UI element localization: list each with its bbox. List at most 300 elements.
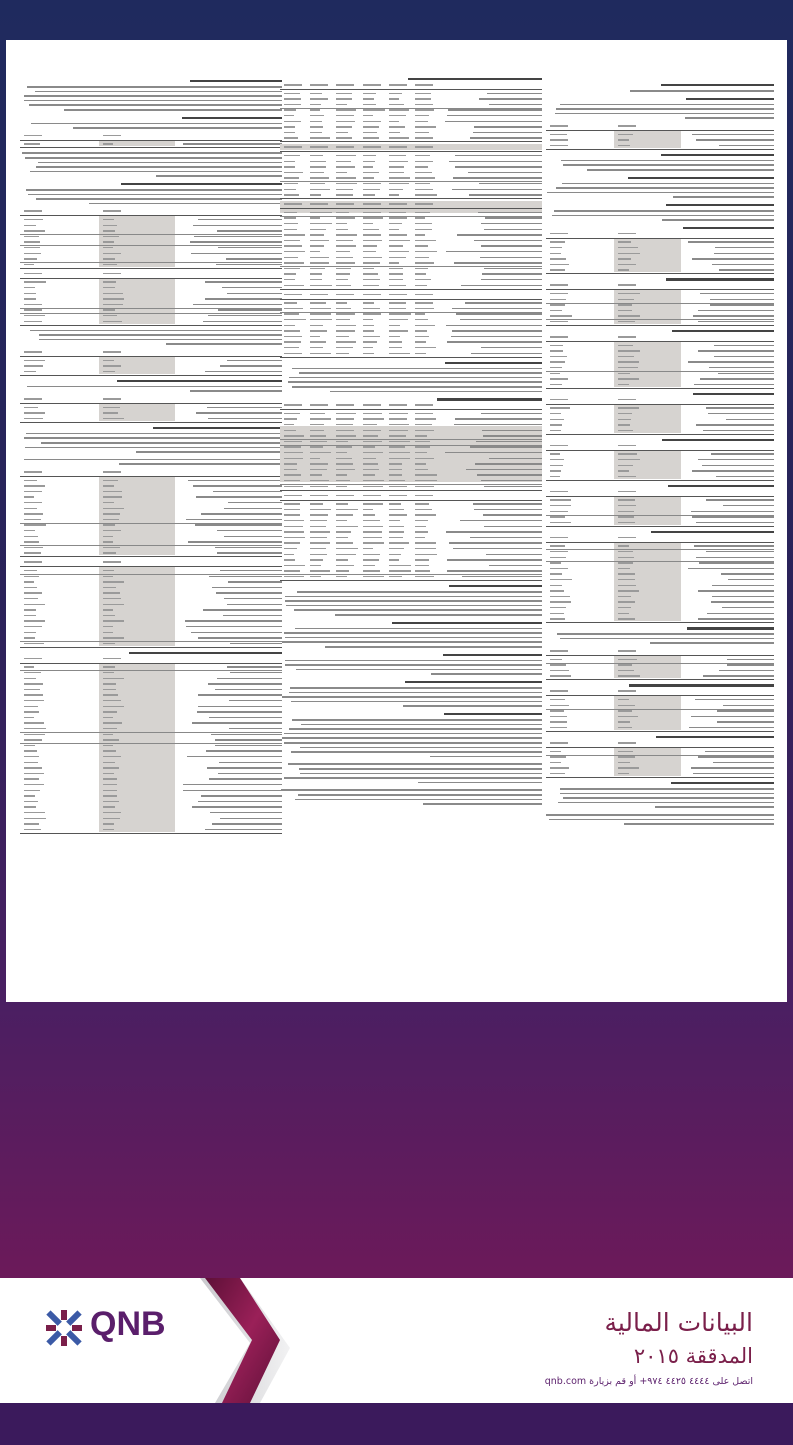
- table-cell: [618, 607, 631, 609]
- table-cell: [24, 587, 37, 589]
- table-cell: [336, 93, 352, 95]
- table-cell: [310, 273, 322, 275]
- table-subtotal-rule: [20, 641, 282, 642]
- table-row-label: [711, 601, 774, 603]
- table-row-label: [479, 98, 542, 100]
- table-cell: [103, 784, 117, 786]
- table-cell: [103, 829, 115, 831]
- table-cell: [415, 452, 427, 454]
- table-cell: [550, 419, 564, 421]
- table-cell: [389, 183, 409, 185]
- table-cell: [618, 407, 638, 409]
- table-cell: [389, 285, 407, 287]
- table-header-cell: [363, 203, 381, 205]
- table-cell: [389, 452, 411, 454]
- table-subtotal-rule: [546, 709, 774, 710]
- table-header-cell: [550, 742, 568, 744]
- table-header-cell: [103, 658, 121, 660]
- table-header-cell: [618, 284, 636, 286]
- table-cell: [363, 240, 382, 242]
- table-cell: [415, 446, 430, 448]
- table-cell: [550, 522, 571, 524]
- table-row-label: [689, 727, 774, 729]
- table-cell: [550, 361, 565, 363]
- table-cell: [363, 424, 377, 426]
- text-line: [41, 442, 282, 444]
- table-cell: [284, 137, 298, 139]
- table-cell: [103, 298, 124, 300]
- table-cell: [363, 463, 379, 465]
- table-cell: [336, 279, 347, 281]
- table-cell: [336, 155, 355, 157]
- table-cell: [389, 132, 400, 134]
- table-row-label: [706, 499, 774, 501]
- table-cell: [103, 643, 115, 645]
- table-cell: [415, 554, 437, 556]
- table-header-cell: [415, 84, 433, 86]
- section-heading-line: [687, 627, 774, 629]
- table-header-cell: [550, 336, 568, 338]
- table-cell: [103, 818, 121, 820]
- text-line: [430, 756, 542, 758]
- table-subtotal-rule: [280, 574, 542, 575]
- table-header-cell: [24, 351, 42, 353]
- table-row-label: [193, 304, 282, 306]
- table-cell: [284, 441, 302, 443]
- table-cell: [310, 161, 326, 163]
- table-cell: [310, 137, 330, 139]
- table-cell: [618, 413, 631, 415]
- table-cell: [618, 773, 629, 775]
- table-cell: [363, 531, 382, 533]
- table-row-label: [452, 189, 542, 191]
- table-cell: [336, 262, 354, 264]
- text-line: [560, 793, 774, 795]
- table-cell: [389, 474, 402, 476]
- table-cell: [336, 418, 354, 420]
- table-cell: [336, 245, 356, 247]
- table-cell: [24, 407, 38, 409]
- table-cell: [550, 315, 572, 317]
- table-row-label: [186, 626, 282, 628]
- table-cell: [103, 253, 121, 255]
- table-row-label: [717, 721, 774, 723]
- table-cell: [550, 269, 565, 271]
- table-cell: [415, 166, 428, 168]
- table-cell: [389, 531, 405, 533]
- table-cell: [618, 751, 633, 753]
- table-rule: [280, 208, 542, 209]
- table-cell: [618, 356, 633, 358]
- table-cell: [415, 486, 434, 488]
- table-cell: [24, 750, 37, 752]
- table-cell: [618, 716, 637, 718]
- table-cell: [103, 694, 118, 696]
- table-cell: [24, 694, 43, 696]
- table-cell: [336, 548, 358, 550]
- table-cell: [363, 548, 373, 550]
- table-cell: [363, 166, 374, 168]
- table-row-label: [220, 570, 282, 572]
- column-middle: [280, 40, 542, 1002]
- table-cell: [284, 251, 305, 253]
- table-cell: [103, 365, 121, 367]
- table-row-label: [715, 247, 774, 249]
- table-row-label: [483, 435, 542, 437]
- table-cell: [618, 258, 631, 260]
- table-row-label: [469, 194, 542, 196]
- table-row-label: [183, 790, 282, 792]
- table-row-label: [692, 516, 774, 518]
- table-cell: [415, 115, 429, 117]
- table-cell: [550, 721, 567, 723]
- text-line: [289, 692, 542, 694]
- text-line: [556, 108, 774, 110]
- table-cell: [336, 353, 349, 355]
- table-subtotal-rule: [280, 445, 542, 446]
- table-cell: [24, 790, 40, 792]
- table-header-cell: [550, 445, 568, 447]
- table-row-label: [445, 452, 542, 454]
- table-row-label: [461, 285, 542, 287]
- table-row-label: [220, 365, 282, 367]
- text-line: [24, 437, 282, 439]
- table-cell: [103, 812, 121, 814]
- table-cell: [103, 581, 125, 583]
- table-header-cell: [24, 135, 42, 137]
- table-row-label: [718, 373, 774, 375]
- table-row-label: [209, 778, 282, 780]
- table-cell: [363, 109, 385, 111]
- table-cell: [310, 245, 324, 247]
- table-cell: [336, 341, 355, 343]
- table-cell: [415, 126, 436, 128]
- table-row-label: [462, 576, 542, 578]
- table-rule: [280, 89, 542, 90]
- text-line: [31, 123, 282, 125]
- table-cell: [618, 134, 633, 136]
- table-cell: [24, 637, 35, 639]
- table-row-label: [217, 552, 282, 554]
- table-cell: [24, 592, 42, 594]
- table-cell: [363, 469, 380, 471]
- table-header-cell: [618, 537, 636, 539]
- table-cell: [336, 268, 351, 270]
- table-cell: [310, 98, 328, 100]
- contact-line[interactable]: اتصل على ٤٤٤٤ ٤٤٢٥ ٩٧٤+ أو قم بزيارة qnb.com: [544, 1376, 753, 1387]
- table-cell: [310, 565, 321, 567]
- table-cell: [103, 592, 120, 594]
- table-subtotal-rule: [546, 371, 774, 372]
- table-cell: [618, 315, 639, 317]
- table-row-label: [688, 241, 774, 243]
- table-cell: [618, 551, 633, 553]
- text-line: [557, 633, 774, 635]
- table-header-cell: [24, 471, 42, 473]
- table-row-label: [446, 251, 542, 253]
- table-header-cell: [389, 495, 407, 497]
- table-subtotal-rule: [20, 262, 282, 263]
- table-cell: [310, 132, 322, 134]
- table-cell: [284, 336, 302, 338]
- table-cell: [618, 762, 630, 764]
- table-row-label: [218, 247, 282, 249]
- table-cell: [103, 524, 115, 526]
- table-row-label: [186, 519, 282, 521]
- table-total-rule: [20, 147, 282, 148]
- table-cell: [550, 321, 568, 323]
- table-cell: [363, 520, 380, 522]
- table-total-rule: [546, 388, 774, 389]
- table-row-label: [709, 367, 774, 369]
- table-cell: [389, 229, 399, 231]
- table-cell: [103, 700, 121, 702]
- table-cell: [310, 268, 325, 270]
- report-footer: [0, 1278, 793, 1403]
- table-row-label: [484, 229, 542, 231]
- table-shaded-column: [614, 239, 680, 273]
- table-cell: [415, 424, 432, 426]
- table-cell: [363, 229, 379, 231]
- text-line: [558, 802, 774, 804]
- table-row-label: [208, 418, 282, 420]
- table-cell: [618, 419, 631, 421]
- section-heading-line: [182, 117, 282, 119]
- table-cell: [618, 590, 639, 592]
- table-cell: [336, 542, 353, 544]
- text-line: [285, 637, 542, 639]
- table-cell: [284, 93, 300, 95]
- table-header-cell: [310, 495, 328, 497]
- table-cell: [618, 247, 637, 249]
- table-cell: [618, 293, 639, 295]
- table-row-label: [726, 419, 774, 421]
- table-subtotal-rule: [546, 561, 774, 562]
- table-cell: [618, 476, 635, 478]
- table-cell: [103, 258, 115, 260]
- text-line: [24, 459, 282, 461]
- table-cell: [24, 598, 38, 600]
- table-row-label: [227, 666, 282, 668]
- table-cell: [618, 145, 630, 147]
- table-row-label: [196, 496, 282, 498]
- table-cell: [310, 347, 323, 349]
- table-cell: [389, 514, 407, 516]
- table-subtotal-rule: [20, 308, 282, 309]
- table-cell: [336, 347, 353, 349]
- table-cell: [310, 257, 328, 259]
- table-cell: [336, 463, 353, 465]
- table-header-cell: [284, 146, 302, 148]
- table-cell: [550, 459, 564, 461]
- table-cell: [336, 212, 349, 214]
- table-row-label: [479, 183, 542, 185]
- table-cell: [310, 458, 320, 460]
- text-line: [89, 203, 282, 205]
- table-cell: [310, 115, 324, 117]
- table-cell: [24, 812, 45, 814]
- table-cell: [103, 293, 123, 295]
- table-cell: [103, 547, 120, 549]
- table-row-label: [485, 217, 542, 219]
- table-cell: [389, 435, 406, 437]
- text-line: [549, 819, 774, 821]
- table-row-label: [215, 689, 282, 691]
- table-cell: [284, 458, 303, 460]
- table-cell: [336, 424, 353, 426]
- table-cell: [389, 565, 411, 567]
- text-line: [299, 768, 542, 770]
- table-row-label: [449, 542, 542, 544]
- table-cell: [284, 330, 300, 332]
- text-line: [156, 175, 282, 177]
- table-cell: [284, 234, 305, 236]
- table-cell: [389, 313, 411, 315]
- table-total-rule: [546, 526, 774, 527]
- table-cell: [103, 632, 114, 634]
- table-row-label: [696, 424, 774, 426]
- text-line: [22, 152, 282, 154]
- table-cell: [415, 520, 428, 522]
- table-row-label: [698, 459, 774, 461]
- table-cell: [103, 519, 120, 521]
- table-row-label: [698, 321, 774, 323]
- column-left: [20, 40, 282, 1002]
- table-cell: [550, 384, 562, 386]
- table-subtotal-rule: [546, 663, 774, 664]
- table-cell: [550, 247, 562, 249]
- text-line: [294, 609, 542, 611]
- table-row-label: [471, 353, 542, 355]
- table-cell: [363, 302, 374, 304]
- table-cell: [415, 273, 426, 275]
- table-cell: [284, 570, 300, 572]
- table-cell: [550, 590, 564, 592]
- text-line: [561, 160, 774, 162]
- table-cell: [24, 241, 40, 243]
- table-cell: [363, 430, 382, 432]
- section-heading-line: [190, 80, 282, 82]
- table-cell: [618, 269, 629, 271]
- table-cell: [550, 258, 566, 260]
- table-cell: [284, 319, 306, 321]
- table-header-cell: [336, 495, 354, 497]
- table-cell: [550, 596, 570, 598]
- text-line: [423, 803, 542, 805]
- table-row-label: [696, 139, 774, 141]
- table-cell: [415, 104, 433, 106]
- table-cell: [284, 109, 296, 111]
- table-cell: [415, 98, 431, 100]
- table-cell: [415, 183, 430, 185]
- table-row-label: [197, 711, 282, 713]
- table-cell: [550, 664, 566, 666]
- text-line: [282, 737, 542, 739]
- table-cell: [618, 579, 634, 581]
- text-line: [556, 187, 774, 189]
- table-header-cell: [103, 561, 121, 563]
- table-row-label: [192, 722, 282, 724]
- table-cell: [336, 189, 353, 191]
- table-cell: [310, 576, 320, 578]
- table-cell: [363, 155, 376, 157]
- table-cell: [389, 189, 403, 191]
- section-heading-line: [408, 78, 542, 80]
- table-subtotal-rule: [280, 181, 542, 182]
- table-cell: [618, 459, 639, 461]
- table-cell: [24, 581, 34, 583]
- table-cell: [24, 778, 39, 780]
- table-total-rule: [546, 679, 774, 680]
- table-row-label: [216, 592, 282, 594]
- table-cell: [310, 217, 320, 219]
- table-cell: [284, 565, 305, 567]
- text-line: [546, 814, 774, 816]
- text-line: [560, 788, 774, 790]
- table-shaded-column: [99, 279, 176, 324]
- table-cell: [415, 537, 425, 539]
- table-cell: [415, 155, 430, 157]
- table-cell: [336, 452, 346, 454]
- table-row-label: [475, 463, 542, 465]
- table-header-cell: [284, 495, 302, 497]
- table-cell: [103, 371, 115, 373]
- table-cell: [389, 251, 409, 253]
- table-cell: [24, 309, 42, 311]
- table-cell: [618, 310, 631, 312]
- table-row-label: [468, 172, 542, 174]
- table-row-label: [188, 480, 282, 482]
- table-row-label: [723, 505, 774, 507]
- table-cell: [363, 570, 380, 572]
- table-cell: [618, 367, 638, 369]
- table-cell: [284, 542, 300, 544]
- table-row-label: [224, 536, 282, 538]
- table-cell: [284, 503, 300, 505]
- table-cell: [389, 240, 411, 242]
- qnb-logo-text: QNB: [90, 1305, 166, 1343]
- table-cell: [618, 545, 629, 547]
- text-line: [662, 219, 774, 221]
- table-cell: [310, 285, 331, 287]
- table-row-label: [205, 281, 282, 283]
- section-heading-line: [628, 177, 774, 179]
- table-cell: [389, 542, 409, 544]
- text-line: [431, 673, 542, 675]
- text-line: [39, 334, 282, 336]
- table-row-label: [712, 585, 774, 587]
- table-cell: [618, 345, 633, 347]
- text-line: [624, 823, 774, 825]
- table-cell: [389, 424, 409, 426]
- text-line: [300, 773, 542, 775]
- table-header-cell: [389, 404, 407, 406]
- text-line: [292, 386, 542, 388]
- table-header-cell: [618, 125, 636, 127]
- table-row-label: [215, 739, 282, 741]
- table-cell: [550, 350, 563, 352]
- table-row-label: [447, 115, 542, 117]
- table-cell: [336, 229, 347, 231]
- table-cell: [550, 607, 566, 609]
- table-cell: [550, 585, 562, 587]
- table-row-label: [698, 756, 774, 758]
- table-cell: [103, 762, 115, 764]
- table-cell: [618, 699, 629, 701]
- table-cell: [389, 463, 402, 465]
- table-header-cell: [284, 203, 302, 205]
- table-cell: [103, 615, 115, 617]
